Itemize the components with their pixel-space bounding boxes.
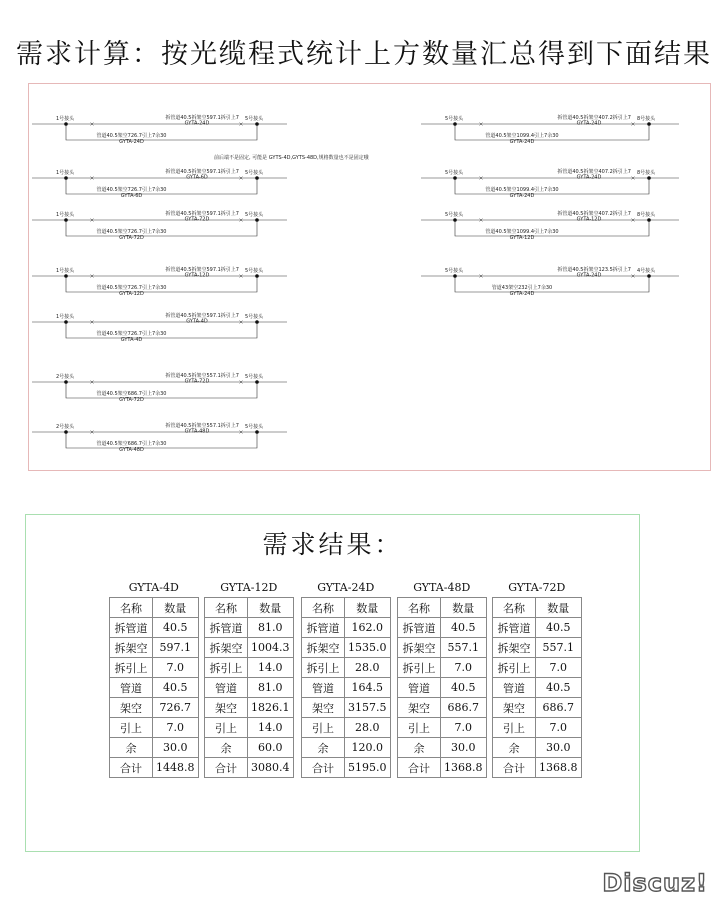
- new-cable-spec-label: GYTA-24D: [509, 291, 535, 297]
- item-qty-cell: 14.0: [248, 718, 294, 738]
- item-qty-cell: 597.1: [153, 638, 199, 658]
- item-qty-cell: 726.7: [153, 698, 199, 718]
- summary-table-4: [397, 579, 487, 778]
- new-cable-label: 管道40.5架空1099.4引上7余30: [485, 229, 559, 235]
- table-row: [302, 678, 391, 698]
- item-qty-cell: 28.0: [345, 718, 391, 738]
- joint-node: [255, 122, 259, 126]
- quantity-table: [492, 597, 582, 778]
- table-row: [205, 718, 294, 738]
- cable-drawing: [28, 83, 711, 471]
- table-row: [110, 618, 199, 638]
- item-name-cell: 引上: [398, 718, 441, 738]
- summary-table-1: [109, 579, 199, 778]
- item-name-cell: 余: [493, 738, 536, 758]
- item-name-cell: 引上: [205, 718, 248, 738]
- end-joint-label: 5号接头: [245, 374, 264, 380]
- end-joint-label: 5号接头: [245, 314, 264, 320]
- table-row: [110, 638, 199, 658]
- table-caption: GYTA-12D: [220, 581, 278, 594]
- joint-node: [64, 218, 68, 222]
- table-row: [302, 718, 391, 738]
- item-name-cell: 管道: [302, 678, 345, 698]
- item-name-cell: 余: [398, 738, 441, 758]
- end-joint-label: 5号接头: [245, 170, 264, 176]
- joint-node: [64, 274, 68, 278]
- table-header-row: [205, 598, 294, 618]
- table-row: [110, 658, 199, 678]
- table-row: [493, 698, 582, 718]
- joint-node: [255, 176, 259, 180]
- start-joint-label: 1号接头: [56, 314, 75, 320]
- item-name-cell: 拆管道: [302, 618, 345, 638]
- end-joint-label: 5号接头: [245, 212, 264, 218]
- dismantle-label: 拆管道40.5拆架空407.2拆引上7: [557, 169, 631, 175]
- table-row: [110, 698, 199, 718]
- summary-table-5: [492, 579, 582, 778]
- header-name: 名称: [493, 598, 536, 618]
- item-qty-cell: 1826.1: [248, 698, 294, 718]
- item-qty-cell: 40.5: [441, 618, 487, 638]
- dismantle-cable-label: GYTA-4D: [186, 318, 208, 325]
- joint-node: [64, 320, 68, 324]
- watermark-logo: Discuz!: [602, 869, 708, 897]
- new-cable-spec-label: GYTA-6D: [120, 193, 143, 199]
- table-header-row: [302, 598, 391, 618]
- item-name-cell: 引上: [493, 718, 536, 738]
- item-qty-cell: 686.7: [536, 698, 582, 718]
- dismantle-cable-label: GYTA-48D: [184, 428, 210, 435]
- dismantle-label: 拆管道40.5拆架空557.1拆引上7: [165, 373, 239, 379]
- item-name-cell: 合计: [302, 758, 345, 778]
- table-row: [493, 678, 582, 698]
- dismantle-cable-label: GYTA-72D: [184, 378, 210, 385]
- start-joint-label: 5号接头: [445, 268, 464, 274]
- joint-node: [64, 380, 68, 384]
- item-qty-cell: 40.5: [153, 678, 199, 698]
- quantity-table: [109, 597, 199, 778]
- table-caption: GYTA-4D: [128, 581, 179, 594]
- dismantle-label: 拆管道40.5拆架空407.2拆引上7: [557, 211, 631, 217]
- new-cable-label: 管道40.5架空726.7引上7余30: [96, 331, 167, 337]
- dismantle-cable-label: GYTA-72D: [184, 216, 210, 223]
- dismantle-cable-label: GYTA-24D: [184, 120, 210, 127]
- table-row: [302, 758, 391, 778]
- joint-node: [647, 176, 651, 180]
- start-joint-label: 5号接头: [445, 212, 464, 218]
- joint-node: [64, 430, 68, 434]
- dismantle-label: 拆管道40.5拆架空597.1拆引上7: [165, 313, 239, 319]
- header-name: 名称: [205, 598, 248, 618]
- dismantle-label: 拆管道40.5拆架空557.1拆引上7: [165, 423, 239, 429]
- item-qty-cell: 557.1: [536, 638, 582, 658]
- item-qty-cell: 557.1: [441, 638, 487, 658]
- item-name-cell: 拆引上: [110, 658, 153, 678]
- new-cable-label: 管道43架空232引上7余30: [491, 285, 553, 291]
- item-qty-cell: 7.0: [536, 658, 582, 678]
- table-row: [493, 658, 582, 678]
- item-qty-cell: 30.0: [536, 738, 582, 758]
- new-cable-spec-label: GYTA-48D: [119, 447, 144, 453]
- table-row: [205, 638, 294, 658]
- table-row: [205, 678, 294, 698]
- dismantle-cable-label: GYTA-12D: [576, 216, 602, 223]
- table-row: [398, 638, 487, 658]
- item-name-cell: 拆管道: [110, 618, 153, 638]
- start-joint-label: 5号接头: [445, 170, 464, 176]
- item-qty-cell: 1368.8: [536, 758, 582, 778]
- item-qty-cell: 30.0: [153, 738, 199, 758]
- end-joint-label: 8号接头: [637, 116, 656, 122]
- dismantle-cable-label: GYTA-24D: [576, 120, 602, 127]
- item-qty-cell: 81.0: [248, 618, 294, 638]
- new-cable-spec-label: GYTA-12D: [509, 235, 535, 241]
- item-qty-cell: 3157.5: [345, 698, 391, 718]
- item-qty-cell: 40.5: [153, 618, 199, 638]
- item-qty-cell: 686.7: [441, 698, 487, 718]
- item-qty-cell: 60.0: [248, 738, 294, 758]
- item-name-cell: 架空: [205, 698, 248, 718]
- end-joint-label: 5号接头: [245, 268, 264, 274]
- table-row: [493, 638, 582, 658]
- joint-node: [255, 320, 259, 324]
- table-row: [398, 698, 487, 718]
- joint-node: [64, 122, 68, 126]
- item-qty-cell: 81.0: [248, 678, 294, 698]
- summary-table-3: [301, 579, 391, 778]
- quantity-table: [204, 597, 294, 778]
- joint-node: [64, 176, 68, 180]
- item-name-cell: 架空: [493, 698, 536, 718]
- end-joint-label: 8号接头: [637, 170, 656, 176]
- item-qty-cell: 120.0: [345, 738, 391, 758]
- dismantle-label: 拆管道40.5拆架空597.1拆引上7: [165, 169, 239, 175]
- table-row: [110, 678, 199, 698]
- table-row: [205, 738, 294, 758]
- joint-node: [453, 122, 457, 126]
- quantity-table: [397, 597, 487, 778]
- table-row: [398, 678, 487, 698]
- table-caption: GYTA-48D: [413, 581, 471, 594]
- table-row: [302, 618, 391, 638]
- item-name-cell: 架空: [398, 698, 441, 718]
- new-cable-spec-label: GYTA-24D: [509, 139, 535, 145]
- item-name-cell: 管道: [398, 678, 441, 698]
- end-joint-label: 5号接头: [245, 116, 264, 122]
- header-qty: 数量: [248, 598, 294, 618]
- item-name-cell: 拆引上: [493, 658, 536, 678]
- table-row: [302, 698, 391, 718]
- table-row: [110, 758, 199, 778]
- dismantle-label: 拆管道40.5拆架空407.2拆引上7: [557, 115, 631, 121]
- item-qty-cell: 40.5: [536, 618, 582, 638]
- item-qty-cell: 1448.8: [153, 758, 199, 778]
- dismantle-label: 拆管道40.5拆架空597.1拆引上7: [165, 115, 239, 121]
- item-name-cell: 拆管道: [398, 618, 441, 638]
- item-qty-cell: 1004.3: [248, 638, 294, 658]
- item-name-cell: 拆架空: [493, 638, 536, 658]
- annotation-note: 前后端不是固定, 可能是 GYTS-4D,GYTS-48D,规格数量也不是固定哦: [214, 155, 369, 161]
- item-name-cell: 拆引上: [302, 658, 345, 678]
- result-panel: [25, 514, 640, 852]
- dismantle-label: 拆管道40.5拆架空597.1拆引上7: [165, 267, 239, 273]
- table-row: [302, 738, 391, 758]
- item-name-cell: 拆架空: [302, 638, 345, 658]
- start-joint-label: 1号接头: [56, 170, 75, 176]
- item-name-cell: 管道: [493, 678, 536, 698]
- item-qty-cell: 5195.0: [345, 758, 391, 778]
- item-name-cell: 引上: [302, 718, 345, 738]
- cable-drawing-canvas: [29, 84, 712, 472]
- new-cable-label: 管道40.5架空1099.4引上7余30: [485, 187, 559, 193]
- joint-node: [453, 176, 457, 180]
- start-joint-label: 1号接头: [56, 212, 75, 218]
- page-title: 需求计算：按光缆程式统计上方数量汇总得到下面结果: [16, 39, 712, 70]
- joint-node: [647, 274, 651, 278]
- end-joint-label: 8号接头: [637, 212, 656, 218]
- header-name: 名称: [398, 598, 441, 618]
- header-qty: 数量: [153, 598, 199, 618]
- item-name-cell: 合计: [110, 758, 153, 778]
- item-name-cell: 合计: [205, 758, 248, 778]
- table-row: [398, 658, 487, 678]
- table-row: [493, 758, 582, 778]
- end-joint-label: 4号接头: [637, 268, 656, 274]
- new-cable-spec-label: GYTA-24D: [119, 139, 144, 145]
- item-qty-cell: 7.0: [536, 718, 582, 738]
- dismantle-cable-label: GYTA-6D: [186, 174, 208, 181]
- table-row: [493, 738, 582, 758]
- item-name-cell: 合计: [398, 758, 441, 778]
- table-row: [205, 658, 294, 678]
- new-cable-label: 管道40.5架空726.7引上7余30: [96, 229, 167, 235]
- dismantle-label: 拆管道40.5拆架空597.1拆引上7: [165, 211, 239, 217]
- end-joint-label: 5号接头: [245, 424, 264, 430]
- header-qty: 数量: [536, 598, 582, 618]
- new-cable-spec-label: GYTA-72D: [119, 397, 144, 403]
- new-cable-label: 管道40.5架空686.7引上7余30: [96, 391, 167, 397]
- summary-table-2: [204, 579, 294, 778]
- new-cable-spec-label: GYTA-12D: [119, 291, 144, 297]
- start-joint-label: 2号接头: [56, 374, 75, 380]
- table-row: [398, 718, 487, 738]
- result-title: 需求结果：: [262, 530, 403, 559]
- table-row: [205, 758, 294, 778]
- table-caption: GYTA-24D: [317, 581, 375, 594]
- new-cable-label: 管道40.5架空726.7引上7余30: [96, 187, 167, 193]
- joint-node: [255, 218, 259, 222]
- start-joint-label: 1号接头: [56, 268, 75, 274]
- header-name: 名称: [302, 598, 345, 618]
- table-row: [205, 698, 294, 718]
- joint-node: [453, 218, 457, 222]
- table-header-row: [398, 598, 487, 618]
- item-name-cell: 余: [302, 738, 345, 758]
- item-name-cell: 余: [205, 738, 248, 758]
- item-qty-cell: 7.0: [441, 718, 487, 738]
- table-row: [493, 718, 582, 738]
- item-name-cell: 架空: [110, 698, 153, 718]
- item-name-cell: 拆架空: [110, 638, 153, 658]
- table-caption: GYTA-72D: [508, 581, 566, 594]
- header-name: 名称: [110, 598, 153, 618]
- table-row: [398, 758, 487, 778]
- table-row: [110, 738, 199, 758]
- item-name-cell: 拆引上: [398, 658, 441, 678]
- dismantle-cable-label: GYTA-24D: [576, 272, 602, 279]
- item-name-cell: 架空: [302, 698, 345, 718]
- item-name-cell: 拆引上: [205, 658, 248, 678]
- item-name-cell: 拆管道: [493, 618, 536, 638]
- new-cable-spec-label: GYTA-4D: [120, 337, 143, 343]
- joint-node: [255, 274, 259, 278]
- item-qty-cell: 1368.8: [441, 758, 487, 778]
- new-cable-spec-label: GYTA-24D: [509, 193, 535, 199]
- joint-node: [647, 122, 651, 126]
- table-header-row: [493, 598, 582, 618]
- item-name-cell: 拆架空: [398, 638, 441, 658]
- item-name-cell: 管道: [110, 678, 153, 698]
- item-qty-cell: 28.0: [345, 658, 391, 678]
- item-name-cell: 引上: [110, 718, 153, 738]
- dismantle-cable-label: GYTA-24D: [576, 174, 602, 181]
- item-qty-cell: 40.5: [536, 678, 582, 698]
- item-qty-cell: 164.5: [345, 678, 391, 698]
- header-qty: 数量: [441, 598, 487, 618]
- new-cable-label: 管道40.5架空686.7引上7余30: [96, 441, 167, 447]
- table-row: [110, 718, 199, 738]
- joint-node: [647, 218, 651, 222]
- item-name-cell: 拆管道: [205, 618, 248, 638]
- item-name-cell: 余: [110, 738, 153, 758]
- item-qty-cell: 7.0: [441, 658, 487, 678]
- new-cable-spec-label: GYTA-72D: [119, 235, 144, 241]
- item-qty-cell: 14.0: [248, 658, 294, 678]
- new-cable-label: 管道40.5架空1099.4引上7余30: [485, 133, 559, 139]
- table-row: [302, 638, 391, 658]
- joint-node: [453, 274, 457, 278]
- quantity-table: [301, 597, 391, 778]
- table-header-row: [110, 598, 199, 618]
- item-qty-cell: 3080.4: [248, 758, 294, 778]
- item-qty-cell: 162.0: [345, 618, 391, 638]
- joint-node: [255, 430, 259, 434]
- table-row: [398, 618, 487, 638]
- new-cable-label: 管道40.5架空726.7引上7余30: [96, 285, 167, 291]
- table-row: [302, 658, 391, 678]
- joint-node: [255, 380, 259, 384]
- item-name-cell: 管道: [205, 678, 248, 698]
- new-cable-label: 管道40.5架空726.7引上7余30: [96, 133, 167, 139]
- start-joint-label: 5号接头: [445, 116, 464, 122]
- item-qty-cell: 1535.0: [345, 638, 391, 658]
- dismantle-cable-label: GYTA-12D: [184, 272, 210, 279]
- item-name-cell: 合计: [493, 758, 536, 778]
- item-qty-cell: 40.5: [441, 678, 487, 698]
- item-qty-cell: 30.0: [441, 738, 487, 758]
- table-row: [398, 738, 487, 758]
- table-row: [493, 618, 582, 638]
- table-row: [205, 618, 294, 638]
- start-joint-label: 1号接头: [56, 116, 75, 122]
- item-qty-cell: 7.0: [153, 658, 199, 678]
- dismantle-label: 拆管道40.5拆架空123.5拆引上7: [557, 267, 631, 273]
- item-name-cell: 拆架空: [205, 638, 248, 658]
- start-joint-label: 2号接头: [56, 424, 75, 430]
- header-qty: 数量: [345, 598, 391, 618]
- item-qty-cell: 7.0: [153, 718, 199, 738]
